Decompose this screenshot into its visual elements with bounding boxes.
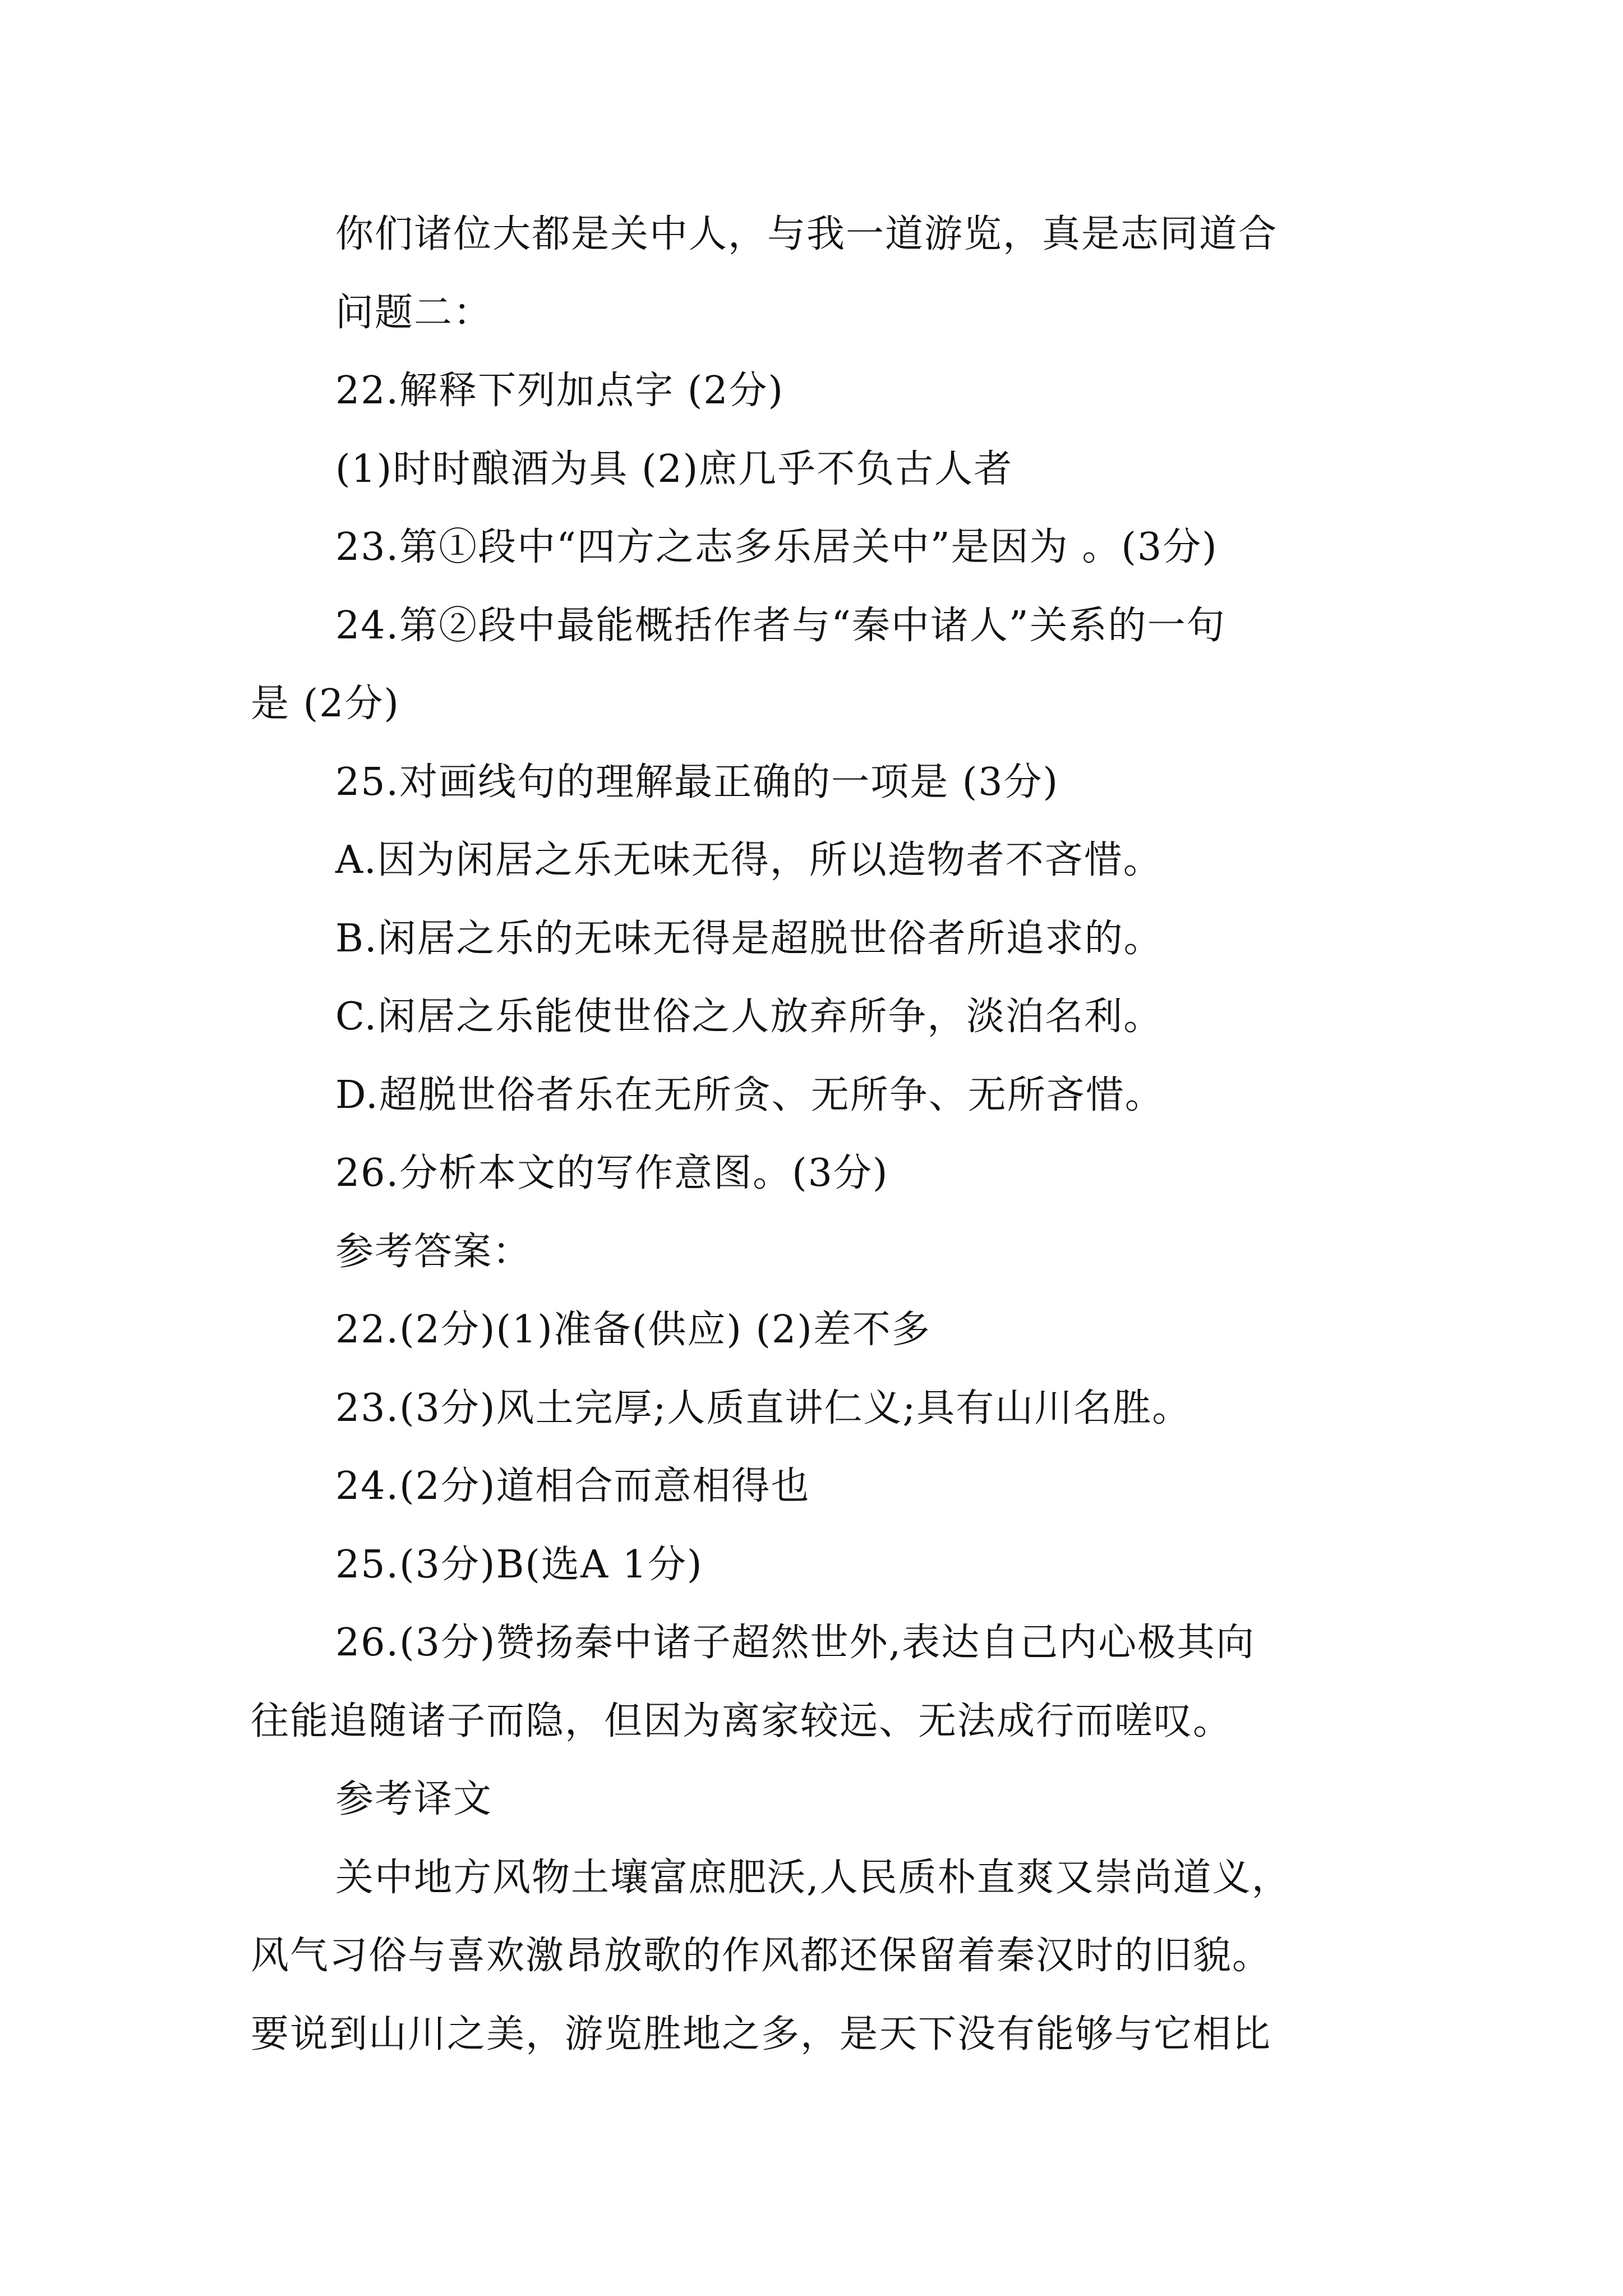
question-24-cont: 是 (2分) [251, 682, 400, 726]
answers-heading: 参考答案： [335, 1229, 532, 1274]
option-c: C.闲居之乐能使世俗之人放弃所争，淡泊名利。 [335, 995, 1163, 1039]
translation-line: 关中地方风物土壤富庶肥沃,人民质朴直爽又崇尚道义， [335, 1855, 1291, 1900]
question-26: 26.分析本文的写作意图。(3分) [335, 1151, 889, 1195]
translation-line: 要说到山川之美，游览胜地之多，是天下没有能够与它相比 [251, 2012, 1272, 2056]
answer-26-cont: 往能追随诸子而隐，但因为离家较远、无法成行而嗟叹。 [251, 1699, 1233, 1743]
answer-24: 24.(2分)道相合而意相得也 [335, 1464, 810, 1508]
question-22: 22.解释下列加点字 (2分) [335, 369, 785, 413]
answer-23: 23.(3分)风土完厚;人质直讲仁义;具有山川名胜。 [335, 1386, 1192, 1430]
answer-25: 25.(3分)B(选A 1分) [335, 1542, 703, 1587]
option-b: B.闲居之乐的无味无得是超脱世俗者所追求的。 [335, 916, 1163, 961]
question-24: 24.第②段中最能概括作者与“秦中诸人”关系的一句 [335, 603, 1226, 648]
text-line: 你们诸位大都是关中人，与我一道游览，真是志同道合 [335, 212, 1278, 256]
translation-line: 风气习俗与喜欢激昂放歌的作风都还保留着秦汉时的旧貌。 [251, 1934, 1272, 1978]
option-a: A.因为闲居之乐无味无得，所以造物者不吝惜。 [335, 838, 1163, 882]
answer-22: 22.(2分)(1)准备(供应) (2)差不多 [335, 1308, 931, 1352]
question-23: 23.第①段中“四方之志多乐居关中”是因为 。(3分) [335, 525, 1218, 569]
document-body [251, 195, 1395, 2073]
option-d: D.超脱世俗者乐在无所贪、无所争、无所吝惜。 [335, 1073, 1164, 1117]
answer-26: 26.(3分)赞扬秦中诸子超然世外,表达自己内心极其向 [335, 1621, 1256, 1665]
translation-heading: 参考译文 [335, 1777, 493, 1821]
question-22-items: (1)时时酿酒为具 (2)庶几乎不负古人者 [335, 447, 1013, 491]
section-heading: 问题二： [335, 290, 493, 335]
question-25: 25.对画线句的理解最正确的一项是 (3分) [335, 760, 1059, 804]
